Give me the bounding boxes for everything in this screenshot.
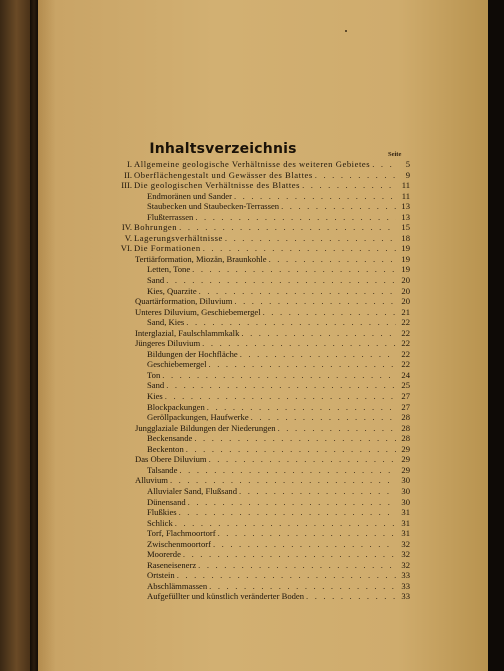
toc-entry-label: Blockpackungen	[147, 401, 205, 412]
toc-entry	[112, 275, 410, 286]
dot-leader	[179, 465, 396, 476]
dot-leader	[372, 159, 396, 170]
toc-entry-page: 15	[401, 222, 410, 233]
dot-leader	[234, 296, 396, 307]
toc-entry-page: 13	[401, 201, 410, 212]
toc-entry-label: Talsande	[147, 464, 178, 475]
dot-leader	[183, 549, 396, 560]
toc-entry-label: Jüngeres Diluvium	[135, 338, 201, 349]
toc-entry-page: 32	[401, 559, 410, 570]
toc-entry-label: Kies	[147, 391, 163, 402]
dot-leader	[194, 433, 396, 444]
toc-entry-number: III.	[121, 180, 132, 191]
toc-entry-number: IV.	[121, 222, 132, 233]
toc-entry-label: Bildungen der Hochfläche	[147, 348, 238, 359]
toc-entry	[112, 475, 410, 486]
toc-entry-label: Ortstein	[147, 570, 175, 581]
dot-leader	[177, 570, 396, 581]
toc-entry	[112, 518, 410, 529]
toc-entry-label: Kies, Quarzite	[147, 285, 197, 296]
toc-entry-label: Oberflächengestalt und Gewässer des Blattes	[134, 169, 313, 180]
toc-entry-page: 33	[401, 591, 410, 602]
toc-entry-label: Beckensande	[147, 433, 193, 444]
toc-entry-label: Abschlämmassen	[147, 580, 208, 591]
toc-entry-page: 29	[401, 443, 410, 454]
toc-entry-page: 32	[401, 538, 410, 549]
toc-entry-label: Flußterrassen	[147, 211, 194, 222]
toc-entry	[112, 338, 410, 349]
toc-entry	[112, 212, 410, 223]
toc-entry	[112, 286, 410, 297]
table-of-contents	[112, 159, 410, 602]
toc-entry	[112, 328, 410, 339]
toc-entry-label: Das Obere Diluvium	[135, 454, 207, 465]
toc-entry-page: 22	[401, 327, 410, 338]
toc-entry	[112, 570, 410, 581]
toc-entry	[112, 159, 410, 170]
toc-entry-page: 29	[401, 464, 410, 475]
toc-entry-label: Alluvium	[135, 475, 168, 486]
toc-entry	[112, 243, 410, 254]
toc-entry-label: Aufgefüllter und künstlich veränderter Boden	[147, 591, 305, 602]
page-column-label: Seite	[388, 151, 402, 158]
dot-leader	[315, 170, 396, 181]
toc-entry	[112, 191, 410, 202]
toc-entry	[112, 402, 410, 413]
toc-entry-label: Jungglaziale Bildungen der Niederungen	[135, 422, 276, 433]
dot-leader	[186, 317, 396, 328]
toc-entry-label: Lagerungsverhältnisse	[134, 232, 223, 243]
toc-entry-page: 27	[401, 401, 410, 412]
dot-leader	[186, 444, 396, 455]
toc-entry-page: 30	[401, 475, 410, 486]
toc-entry	[112, 497, 410, 508]
dot-leader	[239, 486, 396, 497]
page-speck	[345, 30, 347, 32]
toc-entry-label: Schlick	[147, 517, 173, 528]
toc-entry	[112, 370, 410, 381]
toc-entry	[112, 307, 410, 318]
dot-leader	[218, 528, 396, 539]
toc-entry-page: 28	[401, 433, 410, 444]
toc-entry	[112, 549, 410, 560]
toc-entry-page: 19	[401, 243, 410, 254]
toc-entry-label: Sand	[147, 380, 165, 391]
book-gutter	[30, 0, 38, 671]
toc-entry	[112, 465, 410, 476]
toc-entry	[112, 359, 410, 370]
toc-entry-page: 5	[405, 159, 410, 169]
toc-entry	[112, 317, 410, 328]
toc-entry	[112, 539, 410, 550]
dot-leader	[203, 243, 396, 254]
toc-entry-page: 30	[401, 496, 410, 507]
toc-entry	[112, 180, 410, 191]
toc-entry-page: 25	[401, 380, 410, 391]
toc-entry-page: 13	[401, 211, 410, 222]
dot-leader	[251, 412, 396, 423]
toc-entry	[112, 486, 410, 497]
toc-entry	[112, 391, 410, 402]
toc-entry-page: 20	[401, 296, 410, 307]
toc-entry	[112, 233, 410, 244]
dot-leader	[213, 539, 396, 550]
toc-entry	[112, 254, 410, 265]
toc-entry-label: Tertiärformation, Miozän, Braunkohle	[135, 253, 267, 264]
toc-entry-page: 22	[401, 338, 410, 349]
dot-leader	[209, 359, 397, 370]
toc-entry-label: Zwischenmoortorf	[147, 538, 211, 549]
toc-entry-page: 19	[401, 253, 410, 264]
dot-leader	[278, 423, 396, 434]
toc-entry-page: 22	[401, 359, 410, 370]
toc-entry-page: 31	[401, 507, 410, 518]
dot-leader	[195, 212, 396, 223]
dot-leader	[188, 497, 396, 508]
toc-entry-page: 22	[401, 348, 410, 359]
toc-entry-page: 33	[401, 580, 410, 591]
toc-entry-page: 31	[401, 517, 410, 528]
toc-entry-page: 11	[401, 180, 410, 191]
toc-entry	[112, 264, 410, 275]
toc-entry-label: Quartärformation, Diluvium	[135, 296, 233, 307]
background-edge	[488, 0, 504, 671]
dot-leader	[281, 201, 396, 212]
toc-entry-page: 27	[401, 391, 410, 402]
toc-entry-page: 30	[401, 485, 410, 496]
toc-entry-label: Allgemeine geologische Verhältnisse des weiteren Gebietes	[134, 159, 371, 169]
toc-entry-label: Endmoränen und Sander	[147, 190, 232, 201]
page-title: Inhaltsverzeichnis	[149, 141, 297, 157]
dot-leader	[166, 275, 396, 286]
dot-leader	[166, 380, 396, 391]
toc-entry	[112, 560, 410, 571]
toc-entry-label: Geröllpackungen, Haufwerke	[147, 412, 249, 423]
toc-entry-label: Sand	[147, 275, 165, 286]
dot-leader	[302, 180, 396, 191]
toc-entry-label: Raseneisenerz	[147, 559, 197, 570]
toc-entry	[112, 296, 410, 307]
toc-entry-label: Ton	[147, 369, 161, 380]
toc-entry-label: Flußkies	[147, 507, 177, 518]
toc-entry-page: 32	[401, 549, 410, 560]
toc-entry-label: Moorerde	[147, 549, 181, 560]
dot-leader	[306, 591, 396, 602]
toc-entry-page: 20	[401, 275, 410, 286]
toc-entry	[112, 412, 410, 423]
toc-entry-page: 28	[401, 412, 410, 423]
toc-entry-number: I.	[126, 159, 132, 169]
toc-entry-page: 9	[405, 169, 410, 180]
previous-page-edge	[0, 0, 30, 671]
dot-leader	[225, 233, 396, 244]
dot-leader	[269, 254, 396, 265]
toc-entry	[112, 454, 410, 465]
toc-entry-page: 19	[401, 264, 410, 275]
toc-entry-label: Unteres Diluvium, Geschiebemergel	[135, 306, 261, 317]
dot-leader	[162, 370, 396, 381]
toc-entry	[112, 349, 410, 360]
toc-entry	[112, 444, 410, 455]
dot-leader	[199, 286, 396, 297]
toc-entry-label: Die geologischen Verhältnisse des Blattes	[134, 180, 301, 191]
toc-entry	[112, 433, 410, 444]
toc-entry-page: 29	[401, 454, 410, 465]
toc-entry-label: Alluvialer Sand, Flußsand	[147, 485, 237, 496]
toc-entry	[112, 380, 410, 391]
toc-entry-number: V.	[124, 232, 132, 243]
toc-entry	[112, 507, 410, 518]
toc-entry-label: Die Formationen	[134, 243, 201, 254]
toc-entry	[112, 528, 410, 539]
toc-entry	[112, 222, 410, 233]
toc-entry-page: 28	[401, 422, 410, 433]
toc-entry-page: 11	[401, 190, 410, 201]
dot-leader	[175, 518, 396, 529]
dot-leader	[192, 264, 396, 275]
toc-entry-label: Geschiebemergel	[147, 359, 207, 370]
toc-entry-number: VI.	[120, 243, 132, 254]
toc-entry-page: 18	[401, 232, 410, 243]
toc-entry-page: 31	[401, 528, 410, 539]
toc-entry	[112, 581, 410, 592]
dot-leader	[240, 349, 396, 360]
dot-leader	[241, 328, 396, 339]
dot-leader	[207, 402, 396, 413]
toc-entry-label: Letten, Tone	[147, 264, 191, 275]
toc-entry-label: Bohrungen	[134, 222, 178, 233]
toc-entry-page: 24	[401, 369, 410, 380]
toc-entry-label: Staubecken und Staubecken-Terrassen	[147, 201, 280, 212]
dot-leader	[179, 507, 396, 518]
dot-leader	[209, 454, 396, 465]
toc-entry-label: Dünensand	[147, 496, 186, 507]
dot-leader	[263, 307, 396, 318]
toc-entry-page: 22	[401, 317, 410, 328]
toc-entry	[112, 591, 410, 602]
toc-entry-page: 33	[401, 570, 410, 581]
toc-entry-label: Beckenton	[147, 443, 184, 454]
toc-entry-number: II.	[124, 169, 132, 180]
dot-leader	[202, 338, 396, 349]
toc-entry	[112, 423, 410, 434]
dot-leader	[198, 560, 396, 571]
toc-entry-label: Sand, Kies	[147, 317, 185, 328]
dot-leader	[170, 475, 396, 486]
toc-entry	[112, 201, 410, 212]
dot-leader	[234, 191, 396, 202]
toc-entry-label: Torf, Flachmoortorf	[147, 528, 216, 539]
dot-leader	[179, 222, 396, 233]
toc-entry-label: Interglazial, Faulschlammkalk	[135, 327, 240, 338]
toc-entry-page: 20	[401, 285, 410, 296]
dot-leader	[165, 391, 396, 402]
toc-entry	[112, 170, 410, 181]
toc-entry-page: 21	[401, 306, 410, 317]
dot-leader	[209, 581, 396, 592]
